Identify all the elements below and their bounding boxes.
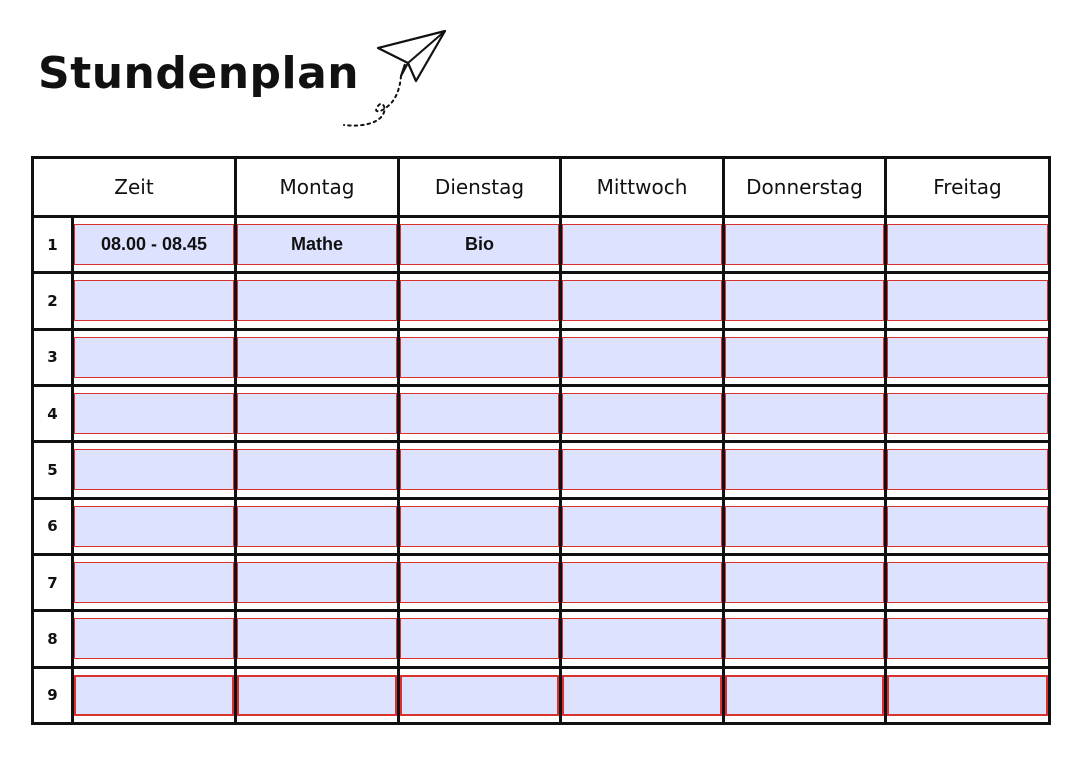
row-number: 8 — [33, 611, 73, 667]
header-row — [33, 158, 1050, 217]
row-number: 9 — [33, 667, 73, 723]
lesson-cell-montag[interactable] — [237, 562, 397, 603]
table-row — [33, 611, 1050, 667]
time-cell[interactable] — [74, 506, 234, 547]
lesson-cell-freitag[interactable] — [887, 280, 1048, 321]
time-cell[interactable]: 08.00 - 08.45 — [74, 224, 234, 265]
lesson-cell-montag[interactable]: Mathe — [237, 224, 397, 265]
lesson-cell-freitag[interactable] — [887, 562, 1048, 603]
time-cell[interactable] — [74, 280, 234, 321]
row-number: 6 — [33, 498, 73, 554]
lesson-cell-mittwoch[interactable] — [562, 675, 722, 716]
lesson-cell-montag[interactable] — [237, 506, 397, 547]
lesson-cell-donnerstag[interactable] — [725, 506, 884, 547]
lesson-cell-freitag[interactable] — [887, 337, 1048, 378]
lesson-cell-freitag[interactable] — [887, 618, 1048, 659]
lesson-cell-freitag[interactable] — [887, 393, 1048, 434]
lesson-cell-donnerstag[interactable] — [725, 393, 884, 434]
time-cell[interactable] — [74, 449, 234, 490]
lesson-cell-mittwoch[interactable] — [562, 337, 722, 378]
lesson-cell-mittwoch[interactable] — [562, 506, 722, 547]
lesson-cell-donnerstag[interactable] — [725, 224, 884, 265]
lesson-cell-mittwoch[interactable] — [562, 280, 722, 321]
lesson-cell-mittwoch[interactable] — [562, 449, 722, 490]
lesson-cell-mittwoch[interactable] — [562, 224, 722, 265]
time-cell[interactable] — [74, 393, 234, 434]
table-row — [33, 442, 1050, 498]
lesson-cell-freitag[interactable] — [887, 675, 1048, 716]
time-cell[interactable] — [74, 618, 234, 659]
lesson-cell-donnerstag[interactable] — [725, 618, 884, 659]
lesson-cell-mittwoch[interactable] — [562, 393, 722, 434]
table-row — [33, 385, 1050, 441]
lesson-cell-dienstag[interactable] — [400, 449, 559, 490]
table-row — [33, 554, 1050, 610]
lesson-cell-dienstag[interactable] — [400, 337, 559, 378]
row-number: 5 — [33, 442, 73, 498]
lesson-cell-montag[interactable] — [237, 675, 397, 716]
lesson-cell-freitag[interactable] — [887, 506, 1048, 547]
header-zeit: Zeit — [33, 158, 236, 217]
lesson-cell-dienstag[interactable] — [400, 393, 559, 434]
lesson-cell-montag[interactable] — [237, 280, 397, 321]
table-row — [33, 498, 1050, 554]
row-number: 7 — [33, 554, 73, 610]
header-mittwoch: Mittwoch — [561, 158, 724, 217]
table-row — [33, 273, 1050, 329]
table-row — [33, 667, 1050, 723]
time-cell[interactable] — [74, 675, 234, 716]
lesson-cell-dienstag[interactable] — [400, 618, 559, 659]
lesson-cell-dienstag[interactable]: Bio — [400, 224, 559, 265]
lesson-cell-donnerstag[interactable] — [725, 337, 884, 378]
lesson-cell-freitag[interactable] — [887, 449, 1048, 490]
lesson-cell-donnerstag[interactable] — [725, 280, 884, 321]
lesson-cell-donnerstag[interactable] — [725, 675, 884, 716]
table-row — [33, 217, 1050, 273]
page-title: Stundenplan — [38, 48, 360, 99]
lesson-cell-montag[interactable] — [237, 393, 397, 434]
header-donnerstag: Donnerstag — [724, 158, 886, 217]
lesson-cell-donnerstag[interactable] — [725, 562, 884, 603]
lesson-cell-montag[interactable] — [237, 449, 397, 490]
header-freitag: Freitag — [886, 158, 1050, 217]
paper-plane-icon — [338, 26, 453, 136]
header-montag: Montag — [236, 158, 399, 217]
row-number: 2 — [33, 273, 73, 329]
table-row — [33, 329, 1050, 385]
lesson-cell-dienstag[interactable] — [400, 506, 559, 547]
lesson-cell-mittwoch[interactable] — [562, 618, 722, 659]
lesson-cell-dienstag[interactable] — [400, 562, 559, 603]
lesson-cell-montag[interactable] — [237, 337, 397, 378]
lesson-cell-montag[interactable] — [237, 618, 397, 659]
lesson-cell-dienstag[interactable] — [400, 675, 559, 716]
lesson-cell-mittwoch[interactable] — [562, 562, 722, 603]
lesson-cell-freitag[interactable] — [887, 224, 1048, 265]
time-cell[interactable] — [74, 337, 234, 378]
row-number: 3 — [33, 329, 73, 385]
timetable — [31, 156, 1051, 725]
lesson-cell-dienstag[interactable] — [400, 280, 559, 321]
lesson-cell-donnerstag[interactable] — [725, 449, 884, 490]
row-number: 4 — [33, 385, 73, 441]
time-cell[interactable] — [74, 562, 234, 603]
header-dienstag: Dienstag — [399, 158, 561, 217]
row-number: 1 — [33, 217, 73, 273]
